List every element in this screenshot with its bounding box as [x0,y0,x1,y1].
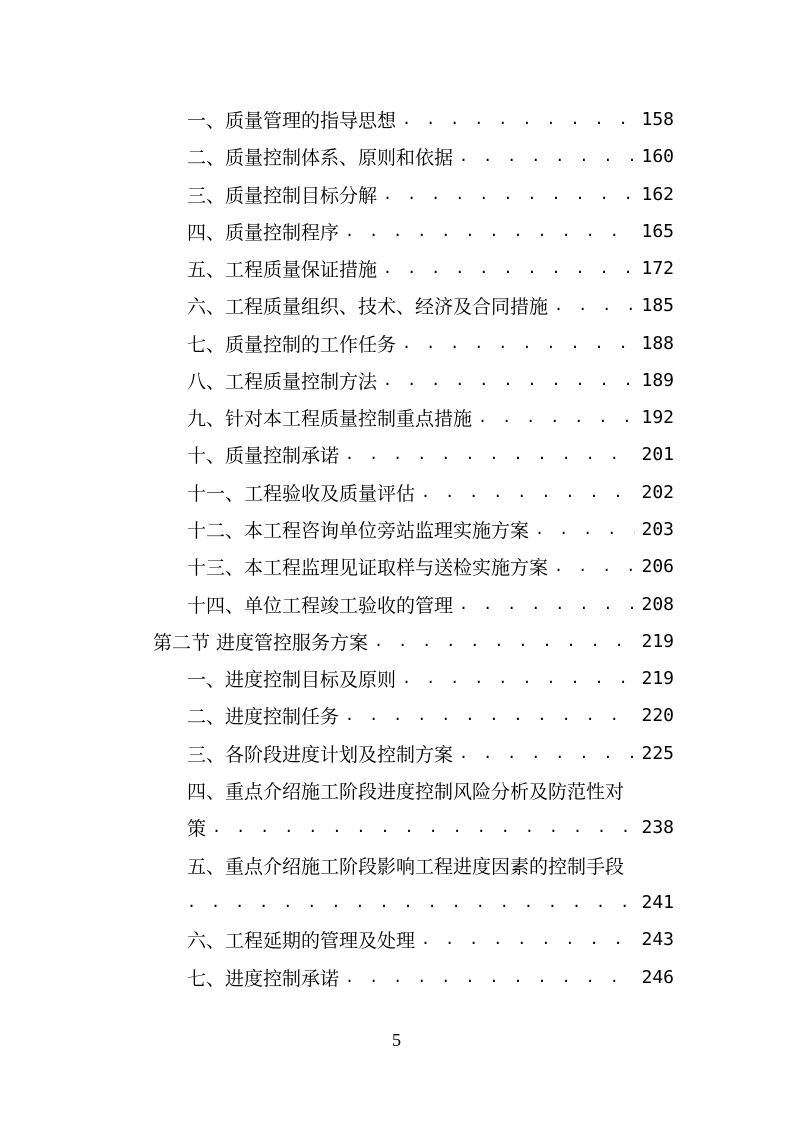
dot-leader [383,185,635,203]
dot-leader [421,930,635,948]
toc-entry-page: 185 [641,294,674,316]
toc-entry-page: 202 [641,481,674,503]
toc-entry[interactable] [187,884,674,920]
toc-entry[interactable] [187,809,674,845]
dot-leader [402,334,635,352]
toc-entry[interactable] [187,362,674,398]
toc-entry[interactable] [187,250,674,286]
toc-entry-title: 五、工程质量保证措施 [187,258,378,281]
dot-leader [402,110,635,128]
toc-entry-page: 172 [641,257,674,279]
toc-entry-title: 七、进度控制承诺 [187,967,340,990]
toc-entry-title-line1: 四、重点介绍施工阶段进度控制风险分析及防范性对 [187,780,625,803]
toc-entry-title: 四、质量控制程序 [187,221,340,244]
toc-entry-page: 246 [641,966,674,988]
dot-leader [459,147,635,165]
dot-leader [383,259,635,277]
toc-entry[interactable] [187,921,674,957]
toc-entry[interactable] [187,959,674,995]
toc-entry-page: 192 [641,406,674,428]
toc-entry-title: 十三、本工程监理见证取样与送检实施方案 [187,556,549,579]
toc-entry-page: 220 [641,704,674,726]
toc-entry[interactable] [187,325,674,361]
toc-entry-title: 六、工程延期的管理及处理 [187,929,416,952]
toc-entry-page: 189 [641,369,674,391]
toc-entry-title: 一、质量管理的指导思想 [187,109,397,132]
toc-entry-page: 208 [641,593,674,615]
toc-entry-page: 225 [641,742,674,764]
dot-leader [187,893,635,911]
toc-entry[interactable] [187,399,674,435]
dot-leader [345,706,635,724]
toc-entry-title-line1: 五、重点介绍施工阶段影响工程进度因素的控制手段 [187,855,625,878]
toc-entry[interactable] [187,176,674,212]
dot-leader [383,371,635,389]
toc-entry-title: 十一、工程验收及质量评估 [187,482,416,505]
dot-leader [402,669,635,687]
dot-leader [459,595,635,613]
page-number: 5 [392,1030,401,1050]
dot-leader [345,222,635,240]
dot-leader [459,744,635,762]
toc-entry[interactable] [187,287,674,323]
toc-entry[interactable] [187,511,674,547]
toc-section-entry[interactable] [153,623,674,659]
toc-entry-title: 八、工程质量控制方法 [187,370,378,393]
toc-entry-title: 七、质量控制的工作任务 [187,333,397,356]
toc-entry-page: 188 [641,332,674,354]
toc-entry-title: 三、各阶段进度计划及控制方案 [187,743,454,766]
dot-leader [345,968,635,986]
dot-leader [212,818,635,836]
toc-entry-page: 165 [641,220,674,242]
toc-entry-title: 九、针对本工程质量控制重点措施 [187,407,473,430]
toc-entry-title: 二、进度控制任务 [187,705,340,728]
toc-entry[interactable] [187,436,674,472]
toc-entry-page: 238 [641,816,674,838]
dot-leader [554,557,635,575]
toc-entry-title: 第二节 进度管控服务方案 [153,631,369,654]
toc-entry[interactable] [187,735,674,771]
toc-entry[interactable] [187,548,674,584]
dot-leader [554,296,635,314]
toc-entry[interactable] [187,660,674,696]
toc-entry-page: 162 [641,183,674,205]
toc-entry-title: 十二、本工程咨询单位旁站监理实施方案 [187,519,530,542]
toc-entry[interactable] [187,586,674,622]
toc-entry-page: 219 [641,630,674,652]
toc-entry-page: 201 [641,443,674,465]
dot-leader [421,483,635,501]
toc-entry-page: 219 [641,667,674,689]
toc-entry-title: 策 [187,817,207,840]
toc-entry-title: 十四、单位工程竣工验收的管理 [187,594,454,617]
toc-entry-wrapped-line[interactable] [187,772,674,808]
toc-entry-title: 六、工程质量组织、技术、经济及合同措施 [187,295,549,318]
toc-entry-title: 一、进度控制目标及原则 [187,668,397,691]
toc-entry[interactable] [187,697,674,733]
dot-leader [535,520,635,538]
toc-entry-page: 203 [641,518,674,540]
toc-entry-page: 160 [641,145,674,167]
toc-entry-title: 二、质量控制体系、原则和依据 [187,146,454,169]
toc-entry-title: 三、质量控制目标分解 [187,184,378,207]
toc-entry[interactable] [187,138,674,174]
toc-entry-page: 243 [641,928,674,950]
toc-entry[interactable] [187,474,674,510]
toc-entry[interactable] [187,213,674,249]
toc-entry-page: 206 [641,555,674,577]
dot-leader [374,632,635,650]
toc-entry-page: 158 [641,108,674,130]
toc-entry-wrapped-line[interactable] [187,847,674,883]
dot-leader [345,445,635,463]
toc-entry-title: 十、质量控制承诺 [187,444,340,467]
toc-entry[interactable] [187,101,674,137]
toc-entry-page: 241 [641,891,674,913]
dot-leader [478,408,635,426]
